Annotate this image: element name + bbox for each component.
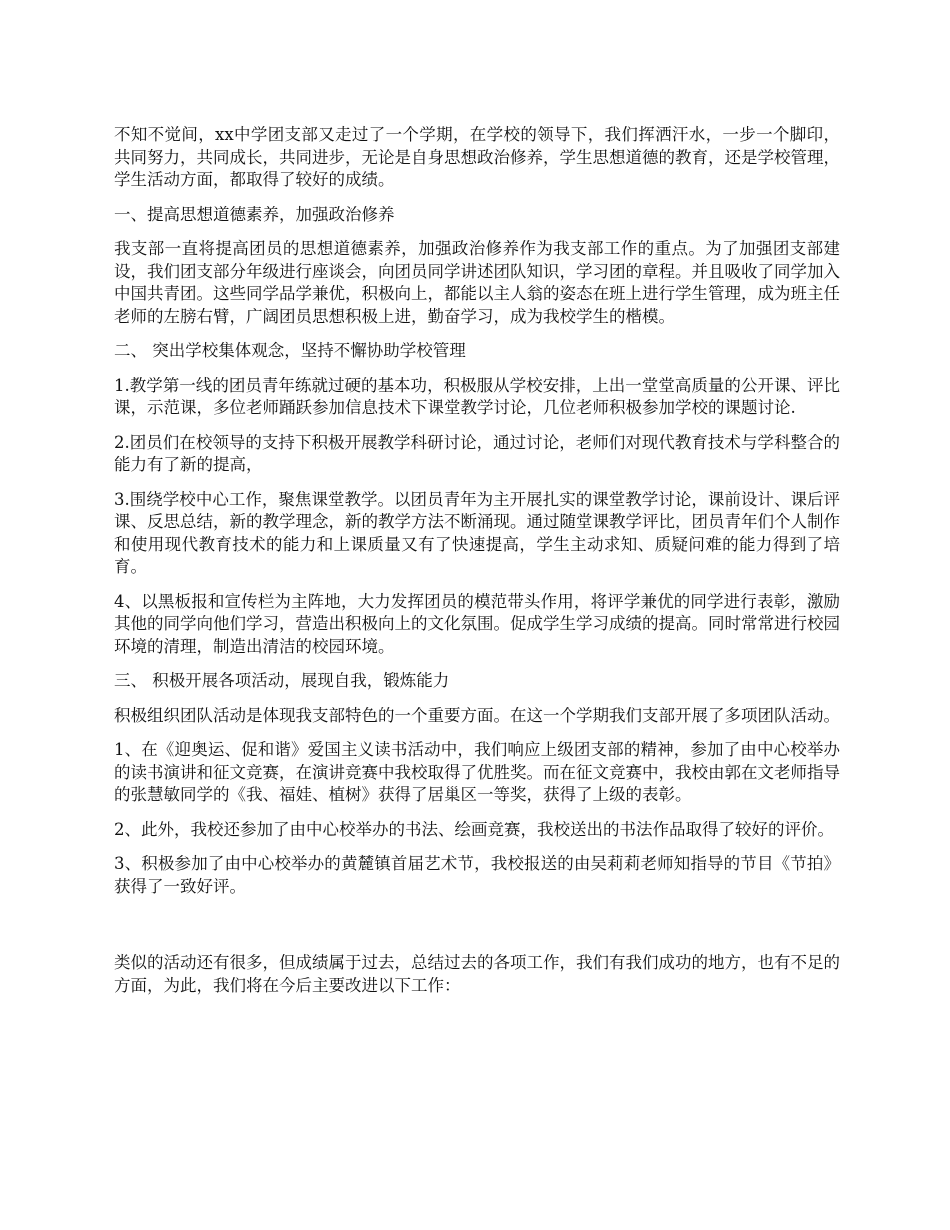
section-3-item-1: 1、在《迎奥运、促和谐》爱国主义读书活动中，我们响应上级团支部的精神，参加了由中心校举办的读书演讲和征文竞赛，在演讲竞赛中我校取得了优胜奖。而在征文竞赛中，我校由郭在文老师指导的张慧敏同学的《我、福娃、植树》获得了居巢区一等奖，获得了上级的表彰。 [114,740,840,804]
section-2-item-1: 1.教学第一线的团员青年练就过硬的基本功，积极服从学校安排，上出一堂堂高质量的公开课、评比课，示范课，多位老师踊跃参加信息技术下课堂教学讨论，几位老师积极参加学校的课题讨论. [114,375,840,417]
section-heading-3: 三、 积极开展各项活动，展现自我，锻炼能力 [114,671,450,690]
section-2-item-3: 3.围绕学校中心工作，聚焦课堂教学。以团员青年为主开展扎实的课堂教学讨论，课前设计、课后评课、反思总结，新的教学理念，新的教学方法不断涌现。通过随堂课教学评比，团员青年们个人制作和使用现代教育技术的能力和上课质量又有了快速提高，学生主动求知、质疑问难的能力得到了培育。 [114,489,840,576]
section-2-item-2: 2.团员们在校领导的支持下积极开展教学科研讨论，通过讨论，老师们对现代教育技术与学科整合的能力有了新的提高， [114,432,840,474]
paragraph-spacer [114,910,840,952]
section-heading-1: 一、提高思想道德素养，加强政治修养 [114,204,395,224]
intro-paragraph: 不知不觉间，xx中学团支部又走过了一个学期，在学校的领导下，我们挥洒汗水，一步一个脚印，共同努力，共同成长，共同进步，无论是自身思想政治修养，学生思想道德的教育，还是学校管理，学生活动方面，都取得了较好的成绩。 [114,125,840,189]
section-3-item-3: 3、积极参加了由中心校举办的黄麓镇首届艺术节，我校报送的由吴莉莉老师知指导的节目《节拍》获得了一致好评。 [114,854,840,896]
section-3-item-2: 2、此外，我校还参加了由中心校举办的书法、绘画竞赛，我校送出的书法作品取得了较好的评价。 [114,819,834,839]
section-1-paragraph: 我支部一直将提高团员的思想道德素养，加强政治修养作为我支部工作的重点。为了加强团支部建设，我们团支部分年级进行座谈会，向团员同学讲述团队知识，学习团的章程。并且吸收了同学加入中国共青团。这些同学品学兼优，积极向上，都能以主人翁的姿态在班上进行学生管理，成为班主任老师的左膀右臂，广阔团员思想积极上进，勤奋学习，成为我校学生的楷模。 [114,239,840,326]
section-heading-2: 二、 突出学校集体观念，坚持不懈协助学校管理 [114,341,466,360]
document-body [114,124,840,1009]
section-2-item-4: 4、以黑板报和宣传栏为主阵地，大力发挥团员的模范带头作用，将评学兼优的同学进行表彰，激励其他的同学向他们学习，营造出积极向上的文化氛围。促成学生学习成绩的提高。同时常常进行校园环境的清理，制造出清洁的校园环境。 [114,591,840,656]
closing-paragraph: 类似的活动还有很多，但成绩属于过去，总结过去的各项工作，我们有我们成功的地方，也有不足的方面，为此，我们将在今后主要改进以下工作： [114,953,840,995]
section-3-intro: 积极组织团队活动是体现我支部特色的一个重要方面。在这一个学期我们支部开展了多项团队活动。 [114,705,840,725]
